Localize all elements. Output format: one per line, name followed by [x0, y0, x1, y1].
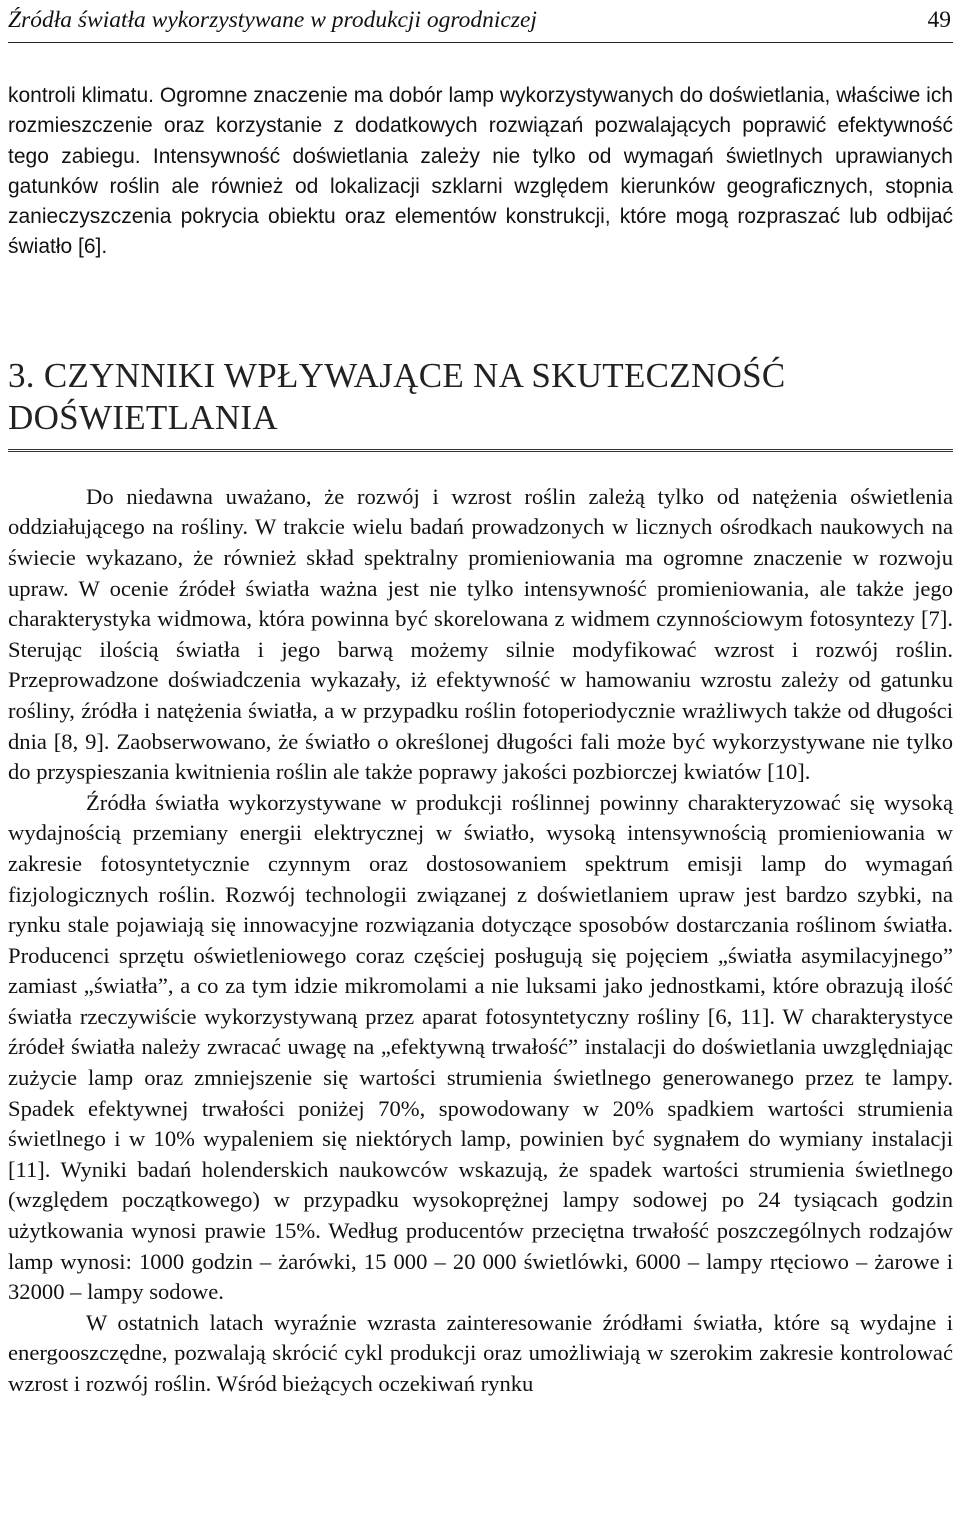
intro-paragraph: kontroli klimatu. Ogromne znaczenie ma dobór lamp wykorzystywanych do doświetlania, właściwe ich rozmieszczenie oraz korzystanie z dodatkowych rozwiązań pozwalających poprawić efektywność tego zabiegu. Intensywność doświetlania zależy nie tylko od wymagań świetlnych uprawianych gatunków roślin ale również od lokalizacji szklarni względem kierunków geograficznych, stopnia zanieczyszczenia pokrycia obiektu oraz elementów konstrukcji, które mogą rozpraszać lub odbijać światło [6]. [8, 84, 953, 259]
section-heading [8, 355, 953, 452]
running-header [8, 2, 953, 43]
section-heading-line-2: DOŚWIETLANIA [8, 397, 278, 437]
body-paragraph-3: W ostatnich latach wyraźnie wzrasta zainteresowanie źródłami światła, które są wydajne i energooszczędne, pozwalają skrócić cykl produkcji oraz umożliwiają w szerokim zakresie kontrolować wzrost i rozwój roślin. Wśród bieżących oczekiwań rynku [8, 1309, 953, 1396]
page-number: 49 [927, 7, 951, 33]
body-paragraph-1: Do niedawna uważano, że rozwój i wzrost roślin zależą tylko od natężenia oświetlenia oddziałującego na rośliny. W trakcie wielu badań prowadzonych w licznych ośrodkach naukowych na świecie wykazano, że również skład spektralny promieniowania ma ogromne znaczenie w rozwoju upraw. W ocenie źródeł światła ważna jest nie tylko intensywność promieniowania, ale także jego charakterystyka widmowa, która powinna być skorelowana z widmem czynnościowym fotosyntezy [7]. Sterując ilością światła i jego barwą możemy silnie modyfikować wzrost i rozwój roślin. Przeprowadzone doświadczenia wykazały, iż efektywność w hamowaniu wzrostu zależy od gatunku rośliny, źródła i natężenia światła, a w przypadku roślin fotoperiodycznie wrażliwych także od długości dnia [8, 9]. Zaobserwowano, że światło o określonej długości fali może być wykorzystywane nie tylko do przyspieszania kwitnienia roślin ale także poprawy jakości pozbiorczej kwiatów [10]. [8, 483, 953, 785]
section-heading-line-1: 3. CZYNNIKI WPŁYWAJĄCE NA SKUTECZNOŚĆ [8, 355, 786, 395]
document-page [8, 0, 953, 1400]
running-header-title: Źródła światła wykorzystywane w produkcji ogrodniczej [8, 7, 537, 33]
body-paragraph-2: Źródła światła wykorzystywane w produkcji roślinnej powinny charakteryzować się wysoką wydajnością przemiany energii elektrycznej w światło, wysoką intensywnością promieniowania w zakresie fotosyntetycznie czynnym oraz dostosowaniem spektrum emisji lamp do wymagań fizjologicznych roślin. Rozwój technologii związanej z doświetlaniem upraw jest bardzo szybki, na rynku stale pojawiają się innowacyjne rozwiązania dotyczące sposobów dostarczania roślinom światła. Producenci sprzętu oświetleniowego coraz częściej posługują się pojęciem „światła asymilacyjnego” zamiast „światła”, a co za tym idzie mikromolami a nie luksami jako jednostkami, które obrazują ilość światła rzeczywiście wykorzystywaną przez aparat fotosyntetyczny rośliny [6, 11]. W charakterystyce źródeł światła należy zwracać uwagę na „efektywną trwałość” instalacji do doświetlania uwzględniając zużycie lamp oraz zmniejszenie się wartości strumienia świetlnego generowanego przez te lampy. Spadek efektywnej trwałości poniżej 70%, spowodowany w 20% spadkiem wartości strumienia świetlnego i w 10% wypaleniem się niektórych lamp, powinien być sygnałem do wymiany instalacji [11]. Wyniki badań holenderskich naukowców wskazują, że spadek wartości strumienia świetlnego (względem początkowego) w przypadku wysokoprężnej lampy sodowej po 24 tysiącach godzin użytkowania wynosi prawie 15%. Według producentów przeciętna trwałość poszczególnych rodzajów lamp wynosi: 1000 godzin – żarówki, 15 000 – 20 000 świetlówki, 6000 – lampy rtęciowo – żarowe i 32000 – lampy sodowe. [8, 789, 953, 1305]
